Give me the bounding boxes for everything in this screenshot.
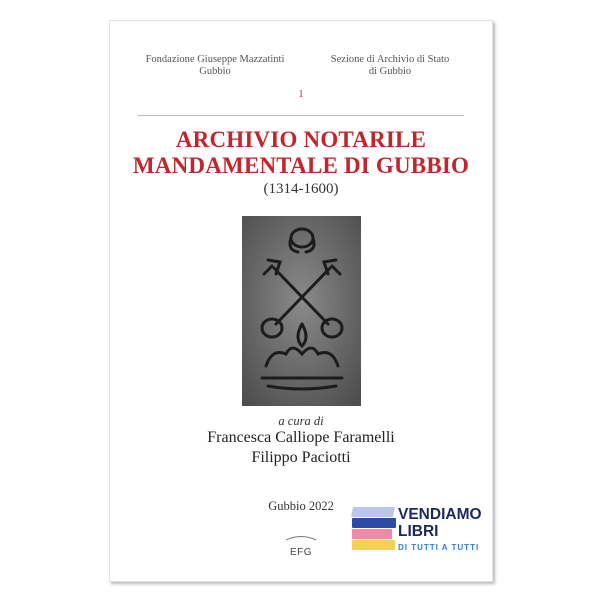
institution-left: [140, 54, 290, 78]
institution-left-city: Gubbio: [199, 66, 231, 77]
publisher-logo: [278, 529, 324, 558]
curated-by-label: a cura di: [278, 414, 324, 428]
place-year: Gubbio 2022: [268, 499, 334, 513]
title-line-1: ARCHIVIO NOTARILE: [175, 127, 427, 152]
title-dates: (1314-1600): [263, 181, 339, 197]
institution-right-name: Sezione di Archivio di Stato: [330, 54, 450, 65]
title-line-2: MANDAMENTALE DI GUBBIO: [132, 153, 470, 178]
publisher-name: EFG: [289, 547, 313, 558]
editor-name: Francesca Calliope Faramelli: [207, 429, 395, 446]
institution-left-name: Fondazione Giuseppe Mazzatinti: [145, 54, 285, 65]
series-number: 1: [298, 89, 304, 100]
book-cover: [109, 20, 493, 582]
watermark-badge: [352, 507, 502, 569]
crossed-keys-icon: [242, 216, 361, 406]
watermark-brand-line2: LIBRI: [398, 523, 439, 540]
divider: [138, 115, 464, 116]
editor-name: Filippo Paciotti: [251, 449, 351, 466]
publisher-swoosh-icon: [278, 534, 324, 542]
watermark-brand-line1: VENDIAMO: [398, 506, 482, 523]
institution-right: [315, 54, 465, 78]
institution-right-city: di Gubbio: [368, 66, 412, 77]
watermark-tagline: DI TUTTI A TUTTI: [398, 543, 480, 552]
